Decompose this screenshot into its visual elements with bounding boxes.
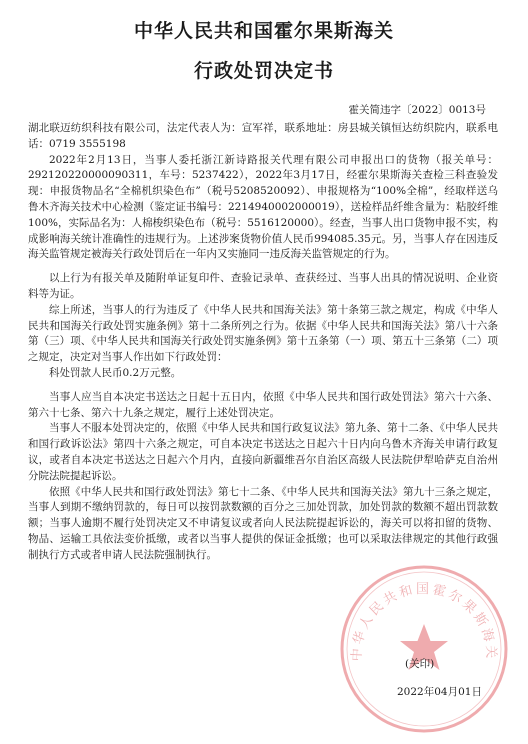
party-info-paragraph: 湖北联迈纺织科技有限公司，法定代表人为：宣军祥，联系地址：房县城关镇恒达纺织院内，联系电话：0719 3555198 [28,122,498,150]
seal-ring-text: 中华人民共和国霍尔果斯海关 [349,582,499,662]
facts-paragraph: 2022年2月13日，当事人委托浙江新诗路报关代理有限公司申报出口的货物（报关单号：292120220000090311，车号：5237422），2022年3月17日，经霍尔果斯海关查检三科查验发现：申报货物品名“全棉机织染色布”（税号5208520092）、申报规格为“100%全棉”，经取样送乌鲁木齐海关技术中心检测（鉴定证书编号：2214940002000019），送检样品纤维含量为：粘胶纤维100%，实际品名为：人棉梭织染色布（税号：5516120000）。经查，当事人出口货物申报不实，构成影响海关统计准确性的违规行为。上述涉案货物价值人民币994085.35元。另，当事人存在因违反海关监管规定被海关行政处罚后在一年内又实施同一违反海关监管规定的行为。 [28,153,498,261]
official-seal [335,560,513,738]
issue-date: 2022年04月01日 [397,686,482,698]
appeal-rights-paragraph: 当事人不服本处罚决定的，依照《中华人民共和国行政复议法》第九条、第十二条、《中华人民共和国行政诉讼法》第四十六条之规定，可自本决定书送达之日起六十日内向乌鲁木齐海关申请行政复议，或者自本决定书送达之日起六个月内，直接向新疆维吾尔自治区高级人民法院伊犁哈萨克自治州分院法院提起诉讼。 [28,422,498,482]
enforcement-paragraph: 依照《中华人民共和国行政处罚法》第七十二条、《中华人民共和国海关法》第九十三条之规定，当事人到期不缴纳罚款的，每日可以按罚款数额的百分之三加处罚款，加处罚款的数额不超出罚款数额；当事人逾期不履行处罚决定又不申请复议或者向人民法院提起诉讼的，海关可以将扣留的货物、物品、运输工具依法变价抵缴，或者以当事人提供的保证金抵缴；也可以采取法律规定的其他行政强制执行方式或者申请人民法院强制执行。 [28,485,498,561]
payment-deadline-paragraph: 当事人应当自本决定书送达之日起十五日内，依照《中华人民共和国行政处罚法》第六十六条、第六十七条、第六十九条之规定，履行上述处罚决定。 [28,390,498,419]
evidence-paragraph: 以上行为有报关单及随附单证复印件、查验记录单、查获经过、当事人出具的情况说明、企业资料等为证。 [28,272,498,300]
seal-label: (关印) [405,658,435,670]
penalty-paragraph: 科处罚款人民币0.2万元整。 [49,366,182,379]
document-title-type: 行政处罚决定书 [193,60,334,82]
document-title-agency: 中华人民共和国霍尔果斯海关 [133,20,394,42]
document-body [28,121,498,564]
legal-basis-paragraph: 综上所述，当事人的行为违反了《中华人民共和国海关法》第十条第三款之规定，构成《中华人民共和国海关行政处罚实施条例》第十二条所列之行为。依据《中华人民共和国海关法》第八十六条第（三）项、《中华人民共和国海关行政处罚实施条例》第十五条第（一）项、第五十三条第（二）项之规定，决定对当事人作出如下行政处罚： [28,303,498,364]
document-number: 霍关简违字〔2022〕0013号 [348,104,486,116]
